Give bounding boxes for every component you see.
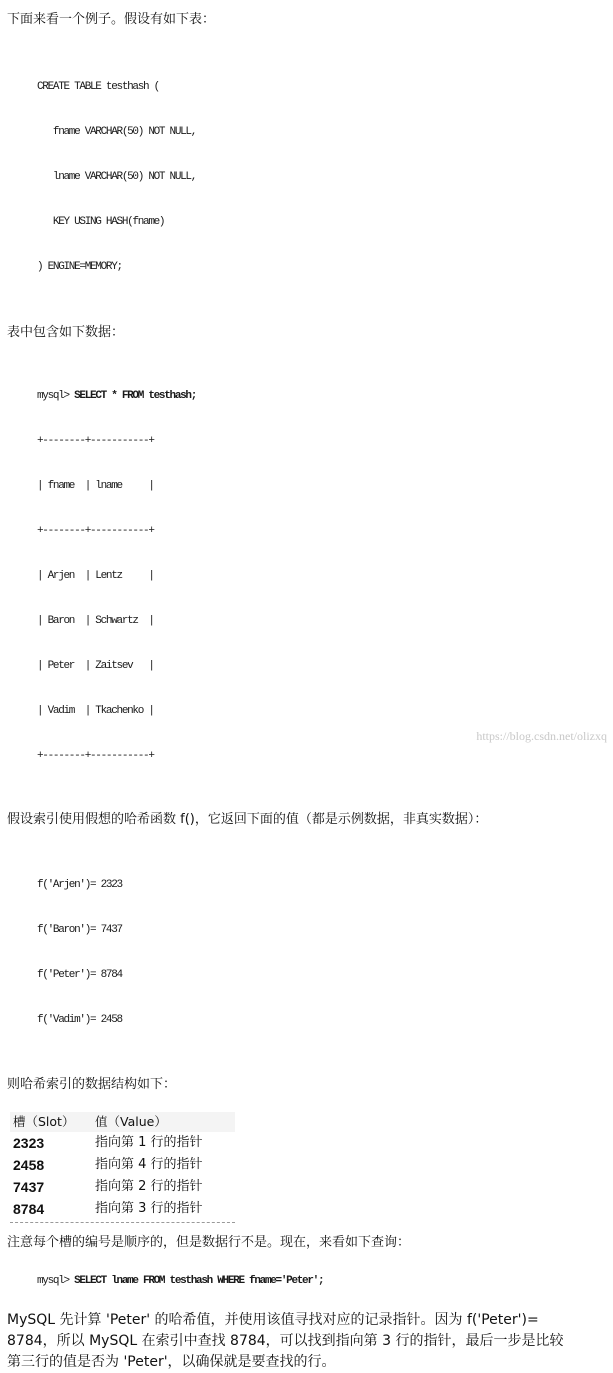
table-line: | fname | lname | <box>37 480 154 492</box>
paragraph-line: 8784，所以 MySQL 在索引中查找 8784，可以找到指向第 3 行的指针，最后一步是比较 <box>7 1333 564 1349</box>
code-line: CREATE TABLE testhash ( <box>37 81 159 93</box>
data-intro-text: 表中包含如下数据： <box>7 325 125 340</box>
code-line: lname VARCHAR(50) NOT NULL, <box>37 171 197 183</box>
create-table-code <box>37 50 613 305</box>
header-value: 值（Value） <box>95 1114 167 1129</box>
select-line <box>37 389 613 404</box>
slot-cell: 2323 <box>13 1135 45 1151</box>
slot-table <box>10 1112 235 1223</box>
table-row <box>10 1154 235 1176</box>
table-line: | Arjen | Lentz | <box>37 570 154 582</box>
table-divider <box>10 1222 235 1223</box>
table-line: +--------+-----------+ <box>37 750 154 762</box>
explanation-paragraph <box>7 1310 607 1373</box>
value-cell: 指向第 4 行的指针 <box>95 1157 203 1172</box>
table-line: | Peter | Zaitsev | <box>37 660 154 672</box>
watermark: https://blog.csdn.net/olizxq <box>476 729 607 743</box>
header-slot: 槽（Slot） <box>13 1114 75 1129</box>
slot-cell: 8784 <box>13 1201 45 1217</box>
hash-value-line: f('Arjen')= 2323 <box>37 879 122 891</box>
table-line: +--------+-----------+ <box>37 525 154 537</box>
table-line: | Baron | Schwartz | <box>37 615 154 627</box>
query-line <box>37 1274 613 1289</box>
table-row <box>10 1132 235 1154</box>
hash-value-line: f('Peter')= 8784 <box>37 969 122 981</box>
select-sql: SELECT * FROM testhash; <box>74 390 197 402</box>
hash-value-line: f('Vadim')= 2458 <box>37 1014 122 1026</box>
hash-intro-text: 假设索引使用假想的哈希函数 f()，它返回下面的值（都是示例数据，非真实数据）： <box>7 812 488 827</box>
paragraph-line: 第三行的值是否为 'Peter'，以确保就是要查找的行。 <box>7 1354 336 1370</box>
paragraph-line: MySQL 先计算 'Peter' 的哈希值，并使用该值寻找对应的记录指针。因为 f('Peter')= <box>7 1312 539 1328</box>
code-line: ) ENGINE=MEMORY; <box>37 261 122 273</box>
hash-value-line: f('Baron')= 7437 <box>37 924 122 936</box>
intro-text: 下面来看一个例子。假设有如下表： <box>7 12 216 27</box>
slot-cell: 2458 <box>13 1157 45 1173</box>
slot-table-header <box>10 1112 235 1132</box>
code-line: fname VARCHAR(50) NOT NULL, <box>37 126 197 138</box>
table-row <box>10 1176 235 1198</box>
table-line: +--------+-----------+ <box>37 435 154 447</box>
prompt: mysql> <box>37 1275 75 1287</box>
table-line: | Vadim | Tkachenko | <box>37 705 154 717</box>
value-cell: 指向第 3 行的指针 <box>95 1201 203 1216</box>
hash-values-code <box>37 848 613 1058</box>
code-line: KEY USING HASH(fname) <box>37 216 165 228</box>
table-row <box>10 1198 235 1220</box>
query-sql: SELECT lname FROM testhash WHERE fname='Peter'; <box>74 1275 324 1287</box>
slot-cell: 7437 <box>13 1179 45 1195</box>
structure-intro-text: 则哈希索引的数据结构如下： <box>7 1077 177 1092</box>
prompt: mysql> <box>37 390 75 402</box>
value-cell: 指向第 1 行的指针 <box>95 1135 203 1150</box>
value-cell: 指向第 2 行的指针 <box>95 1179 203 1194</box>
note-text: 注意每个槽的编号是顺序的，但是数据行不是。现在，来看如下查询： <box>7 1235 411 1250</box>
